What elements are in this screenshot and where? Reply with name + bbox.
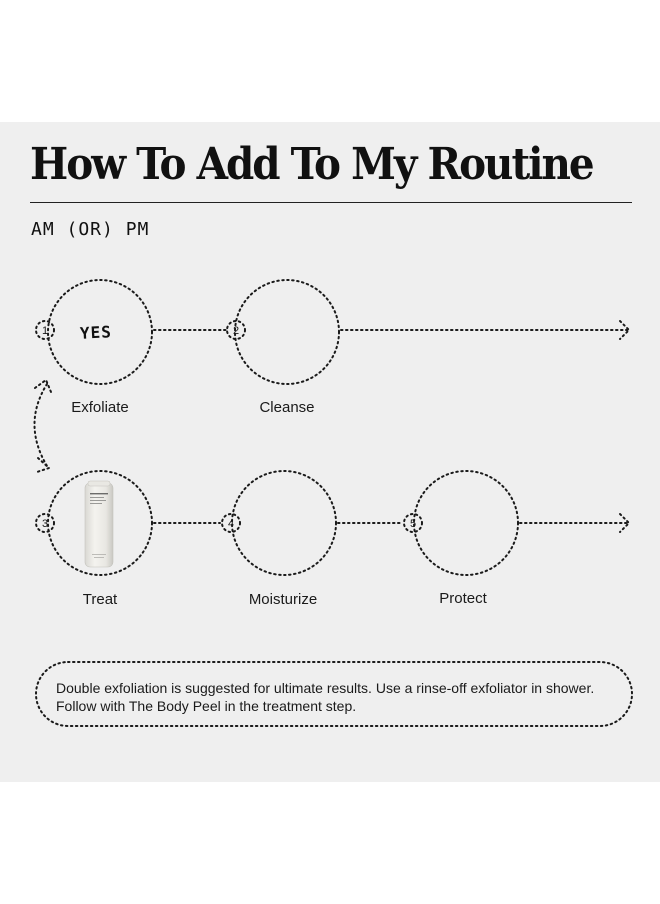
note-line-2: Follow with The Body Peel in the treatment step. bbox=[56, 698, 357, 714]
step-1-label: Exfoliate bbox=[71, 399, 129, 416]
page-title: How To Add To My Routine bbox=[30, 139, 593, 190]
step-1-number: 1 bbox=[41, 325, 49, 337]
step-3-label: Treat bbox=[82, 591, 118, 608]
step-4-circle bbox=[232, 471, 336, 575]
routine-time-label: AM (OR) PM bbox=[31, 219, 150, 240]
step-2-circle bbox=[232, 280, 339, 384]
body-peel-bottle-icon bbox=[84, 480, 114, 569]
exfoliate-yes-mark: YES bbox=[79, 322, 113, 343]
step-4-label: Moisturize bbox=[248, 591, 318, 608]
note-line-1: Double exfoliation is suggested for ultimate results. Use a rinse-off exfoliator in shower. bbox=[56, 680, 595, 696]
step-5-label: Protect bbox=[439, 590, 487, 607]
double-exfoliation-note bbox=[56, 679, 626, 715]
step-2-label: Cleanse bbox=[259, 399, 315, 416]
step-3-number: 3 bbox=[41, 518, 49, 530]
step-5-circle bbox=[414, 471, 518, 575]
step-2-number: 2 bbox=[232, 325, 240, 337]
loop-arrow-path bbox=[35, 384, 48, 466]
step-4-number: 4 bbox=[227, 518, 235, 530]
step-5-number: 5 bbox=[409, 518, 417, 530]
